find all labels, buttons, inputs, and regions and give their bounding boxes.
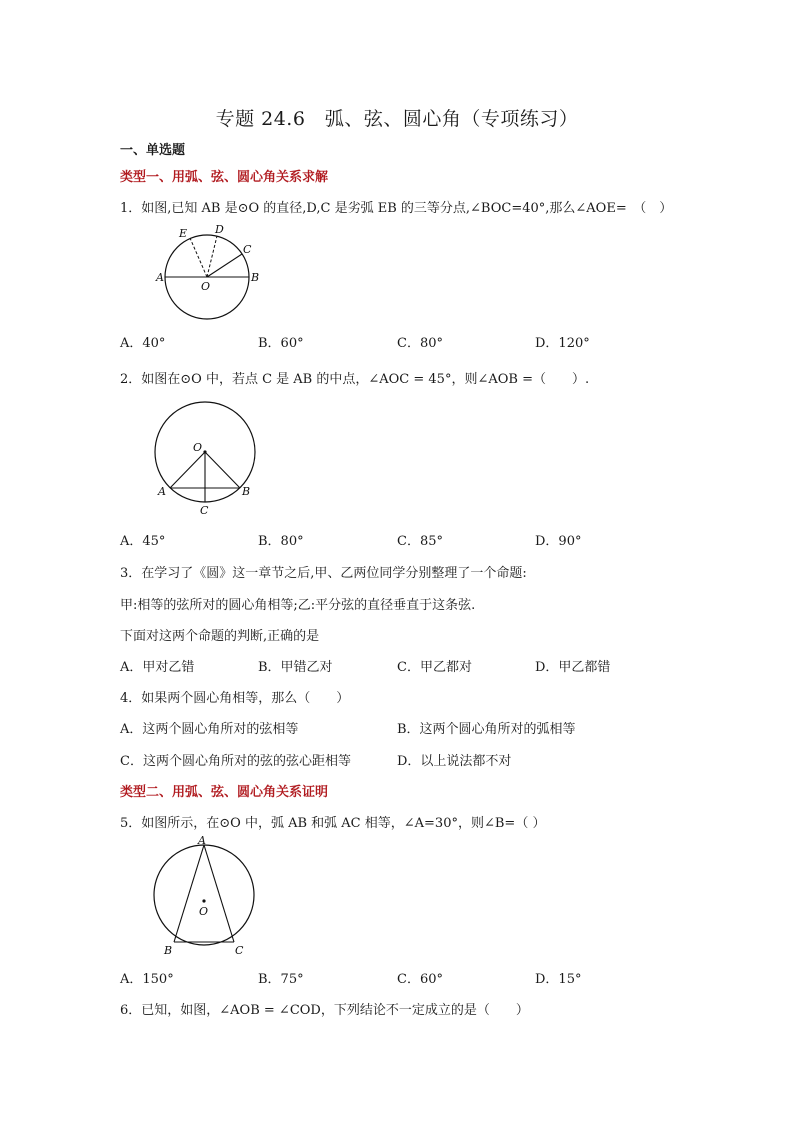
q1-label-a: A	[156, 271, 164, 284]
question-5-stem: 5．如图所示，在⊙O 中，弧 AB 和弧 AC 相等，∠A=30°，则∠B=（ ）	[120, 816, 546, 831]
q5-center-dot	[202, 899, 205, 902]
q3-option-d: D．甲乙都错	[535, 660, 611, 675]
type-heading-2: 类型二、用弧、弦、圆心角关系证明	[120, 785, 329, 800]
question-2-stem: 2．如图在⊙O 中，若点 C 是 AB 的中点，∠AOC = 45°，则∠AOB =（ ）.	[120, 372, 590, 387]
q1-option-c: C．80°	[397, 336, 443, 351]
question-1-figure	[150, 220, 270, 320]
q3-option-c: C．甲乙都对	[397, 660, 472, 675]
q1-label-d: D	[215, 223, 224, 236]
q2-radius-oa	[170, 452, 205, 488]
q5-label-c: C	[235, 944, 244, 957]
q5-label-b: B	[164, 944, 173, 957]
question-3-line-3: 下面对这两个命题的判断,正确的是	[120, 629, 320, 644]
section-heading: 一、单选题	[120, 143, 186, 158]
q5-label-a: A	[198, 834, 206, 847]
question-1-stem: 1．如图,已知 AB 是⊙O 的直径,D,C 是劣弧 EB 的三等分点,∠BOC=40°,那么∠AOE= （ ）	[120, 201, 673, 216]
q1-label-e: E	[179, 227, 188, 240]
q1-option-a: A．40°	[120, 336, 166, 351]
q1-option-b: B．60°	[258, 336, 304, 351]
q5-circle	[154, 845, 254, 945]
question-2-figure	[148, 402, 268, 520]
q1-label-b: B	[251, 271, 260, 284]
q2-label-o: O	[193, 441, 203, 454]
question-4-stem: 4．如果两个圆心角相等，那么（ ）	[120, 691, 350, 706]
page-title: 专题 24.6 弧、弦、圆心角（专项练习）	[215, 108, 579, 130]
q1-radius-oe	[190, 238, 207, 277]
type-heading-1: 类型一、用弧、弦、圆心角关系求解	[120, 170, 329, 185]
q2-radius-ob	[205, 452, 240, 488]
q2-option-d: D．90°	[535, 534, 582, 549]
q5-option-c: C．60°	[397, 972, 443, 987]
q3-option-b: B．甲错乙对	[258, 660, 333, 675]
q4-option-a: A．这两个圆心角所对的弦相等	[120, 722, 299, 737]
q2-center-dot	[203, 450, 206, 453]
question-6-stem: 6．已知，如图，∠AOB = ∠COD，下列结论不一定成立的是（ ）	[120, 1003, 529, 1018]
q5-option-a: A．150°	[120, 972, 174, 987]
q4-option-b: B．这两个圆心角所对的弧相等	[397, 722, 576, 737]
q2-option-a: A．45°	[120, 534, 166, 549]
q4-option-d: D．以上说法都不对	[397, 754, 512, 769]
q5-option-b: B．75°	[258, 972, 304, 987]
q1-label-c: C	[243, 243, 252, 256]
q5-label-o: O	[199, 905, 209, 918]
q5-side-ac	[204, 845, 234, 942]
q5-side-ab	[174, 845, 204, 942]
q1-option-d: D．120°	[535, 336, 590, 351]
q4-option-c: C．这两个圆心角所对的弦的弦心距相等	[120, 754, 351, 769]
q2-label-b: B	[242, 485, 251, 498]
question-3-line-2: 甲:相等的弦所对的圆心角相等;乙:平分弦的直径垂直于这条弦.	[120, 598, 476, 613]
question-5-figure	[150, 835, 260, 960]
q5-option-d: D．15°	[535, 972, 582, 987]
q2-option-c: C．85°	[397, 534, 443, 549]
q2-option-b: B．80°	[258, 534, 304, 549]
question-3-stem: 3．在学习了《圆》这一章节之后,甲、乙两位同学分别整理了一个命题:	[120, 566, 527, 581]
q1-label-o: O	[201, 280, 211, 293]
q3-option-a: A．甲对乙错	[120, 660, 195, 675]
q2-label-a: A	[158, 485, 166, 498]
q2-label-c: C	[200, 504, 209, 517]
